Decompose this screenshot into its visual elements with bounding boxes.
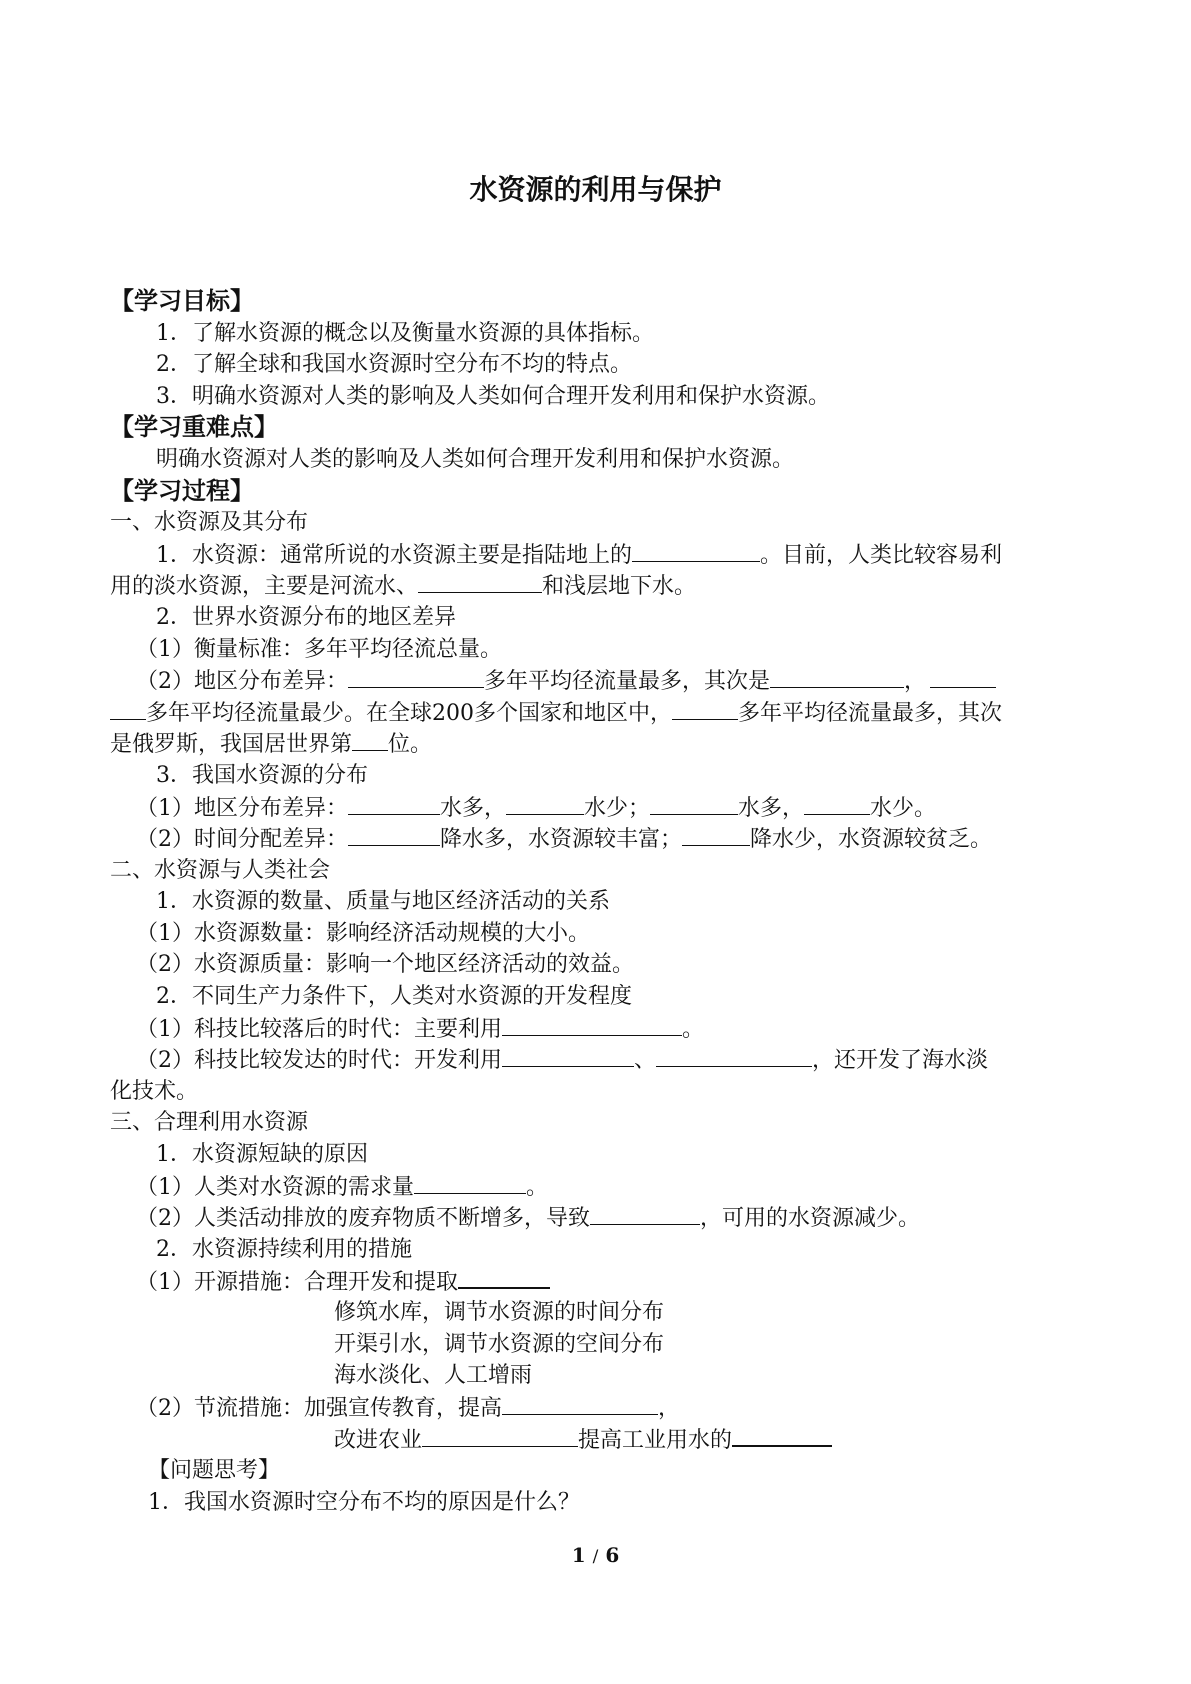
paragraph-line: 改进农业 提高工业用水的 [110, 1423, 1085, 1455]
fill-blank[interactable] [732, 1423, 832, 1447]
fill-blank[interactable] [458, 1265, 550, 1289]
fill-blank[interactable] [804, 792, 870, 815]
section-title: 三、合理利用水资源 [110, 1110, 309, 1136]
paragraph-line: （2）水资源质量：影响一个地区经济活动的效益。 [136, 952, 634, 978]
subsection-title: 1．水资源短缺的原因 [156, 1142, 368, 1168]
paragraph-line: （1）衡量标准：多年平均径流总量。 [136, 636, 502, 662]
paragraph-line: 化技术。 [110, 1078, 199, 1104]
objective-item: 1．了解水资源的概念以及衡量水资源的具体指标。 [156, 320, 654, 346]
page-number: 1 / 6 [571, 1543, 620, 1567]
paragraph-line: 开渠引水，调节水资源的空间分布 [334, 1331, 665, 1357]
subsection-title: 3．我国水资源的分布 [156, 762, 368, 788]
paragraph-line: （1）开源措施：合理开发和提取 [110, 1265, 1085, 1297]
thinking-heading: 【问题思考】 [148, 1457, 281, 1483]
subsection-title: 1．水资源的数量、质量与地区经济活动的关系 [156, 889, 610, 915]
section-title: 二、水资源与人类社会 [110, 857, 331, 883]
paragraph-line: 多年平均径流量最少。在全球200多个国家和地区中， 多年平均径流量最多，其次 [110, 697, 1085, 729]
fill-blank[interactable] [502, 1013, 682, 1036]
paragraph-line: （1）水资源数量：影响经济活动规模的大小。 [136, 920, 590, 946]
fill-blank[interactable] [930, 665, 996, 688]
subsection-title: 2．不同生产力条件下，人类对水资源的开发程度 [156, 984, 632, 1010]
fill-blank[interactable] [682, 823, 750, 846]
worksheet-body [110, 286, 1085, 1518]
paragraph-line: （2）人类活动排放的废弃物质不断增多，导致 ，可用的水资源减少。 [110, 1202, 1085, 1234]
fill-blank[interactable] [656, 1044, 812, 1067]
fill-blank[interactable] [348, 792, 440, 815]
objective-item: 2．了解全球和我国水资源时空分布不均的特点。 [156, 352, 632, 378]
fill-blank[interactable] [502, 1044, 634, 1067]
paragraph-line: 是俄罗斯，我国居世界第 位。 [110, 728, 1085, 760]
fill-blank[interactable] [418, 570, 542, 593]
fill-blank[interactable] [506, 792, 584, 815]
fill-blank[interactable] [632, 539, 760, 562]
paragraph-line: 用的淡水资源，主要是河流水、 和浅层地下水。 [110, 570, 1085, 602]
question-item: 1．我国水资源时空分布不均的原因是什么？ [148, 1489, 580, 1515]
fill-blank[interactable] [590, 1202, 700, 1225]
process-heading: 【学习过程】 [110, 476, 254, 505]
fill-blank[interactable] [650, 792, 738, 815]
paragraph-line: 1．水资源：通常所说的水资源主要是指陆地上的 。目前，人类比较容易利 [110, 539, 1085, 571]
fill-blank[interactable] [352, 728, 388, 751]
fill-blank[interactable] [770, 665, 904, 688]
paragraph-line: （2）地区分布差异： 多年平均径流量最多，其次是 ， [110, 665, 1085, 697]
fill-blank[interactable] [110, 697, 146, 720]
paragraph-line: （1）地区分布差异： 水多， 水少； 水多， 水少。 [110, 792, 1085, 824]
paragraph-line: （1）人类对水资源的需求量 。 [110, 1171, 1085, 1203]
paragraph-line: 海水淡化、人工增雨 [334, 1363, 533, 1389]
fill-blank[interactable] [502, 1392, 658, 1415]
key-points-text: 明确水资源对人类的影响及人类如何合理开发利用和保护水资源。 [156, 446, 795, 472]
paragraph-line: （1）科技比较落后的时代：主要利用 。 [110, 1013, 1085, 1045]
paragraph-line: （2）节流措施：加强宣传教育，提高 ， [110, 1392, 1085, 1424]
fill-blank[interactable] [672, 697, 738, 720]
fill-blank[interactable] [348, 823, 440, 846]
paragraph-line: （2）时间分配差异： 降水多，水资源较丰富； 降水少，水资源较贫乏。 [110, 823, 1085, 855]
key-points-heading: 【学习重难点】 [110, 413, 278, 442]
section-title: 一、水资源及其分布 [110, 510, 309, 536]
paragraph-line: 修筑水库，调节水资源的时间分布 [334, 1300, 665, 1325]
objectives-heading: 【学习目标】 [110, 287, 254, 315]
subsection-title: 2．世界水资源分布的地区差异 [156, 604, 456, 630]
paragraph-line: （2）科技比较发达的时代：开发利用 、 ，还开发了海水淡 [110, 1044, 1085, 1076]
fill-blank[interactable] [414, 1171, 526, 1194]
page-title: 水资源的利用与保护 [469, 173, 722, 206]
fill-blank[interactable] [422, 1424, 578, 1447]
objective-item: 3．明确水资源对人类的影响及人类如何合理开发利用和保护水资源。 [156, 383, 830, 409]
fill-blank[interactable] [348, 665, 484, 688]
subsection-title: 2．水资源持续利用的措施 [156, 1236, 412, 1262]
